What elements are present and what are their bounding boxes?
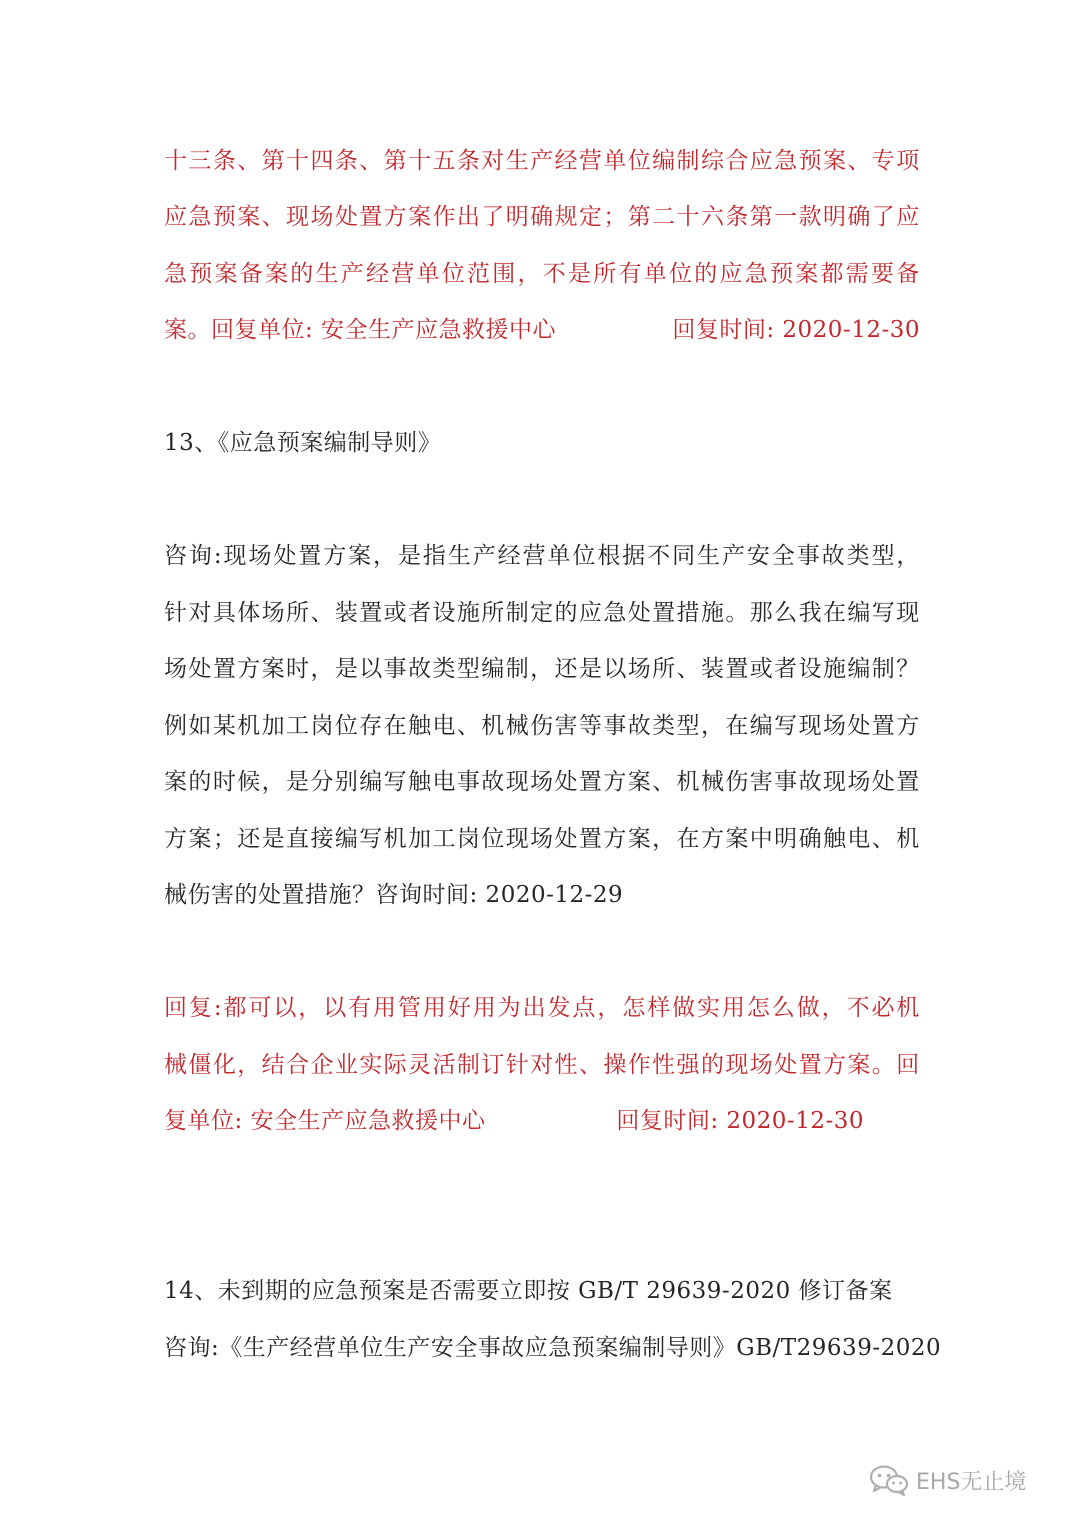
reply-line: 十 三 条 、 第 十 四 条 、 第 十 五 条 对 生 产 经 营 单 位 编 制 综 合 应 急 预 案 、 专 项 xyxy=(164,148,920,174)
watermark-text: EHS无止境 xyxy=(916,1469,1027,1495)
question-line: 咨 询 : 现 场 处 置 方 案 ， 是 指 生 产 经 营 单 位 根 据 不 同 生 产 安 全 事 故 类 型 ， xyxy=(164,543,920,569)
reply-line: 回 复 : 都 可 以 ， 以 有 用 管 用 好 用 为 出 发 点 ， 怎 样 做 实 用 怎 么 做 ， 不 必 机 xyxy=(164,995,920,1021)
question-line: 场 处 置 方 案 时 ， 是 以 事 故 类 型 编 制 ， 还 是 以 场 所 、 装 置 或 者 设 施 编 制 ？ xyxy=(164,656,920,682)
reply-line: 急 预 案 备 案 的 生 产 经 营 单 位 范 围 ， 不 是 所 有 单 位 的 应 急 预 案 都 需 要 备 xyxy=(164,261,920,287)
reply-line: 应 急 预 案 、 现 场 处 置 方 案 作 出 了 明 确 规 定 ； 第 二 十 六 条 第 一 款 明 确 了 应 xyxy=(164,204,920,230)
question-line: 方 案 ； 还 是 直 接 编 写 机 加 工 岗 位 现 场 处 置 方 案 ， 在 方 案 中 明 确 触 电 、 机 xyxy=(164,826,920,852)
question-line: 咨 询 : 《 生 产 经 营 单 位 生 产 安 全 事 故 应 急 预 案 编 制 导 则 》 G B / T 2 9 6 3 9 - 2 0 2 0 xyxy=(164,1335,942,1361)
reply-unit: 复单位: 安全生产应急救援中心 xyxy=(164,1108,486,1134)
reply-signature-line xyxy=(164,1106,864,1136)
item-14-title: 14、未到期的应急预案是否需要立即按 GB/T 29639-2020 修订备案 xyxy=(164,1278,893,1304)
question-line: 案 的 时 候 ， 是 分 别 编 写 触 电 事 故 现 场 处 置 方 案 、 机 械 伤 害 事 故 现 场 处 置 xyxy=(164,769,920,795)
reply-line: 械 僵 化 ， 结 合 企 业 实 际 灵 活 制 订 针 对 性 、 操 作 性 强 的 现 场 处 置 方 案 。 回 xyxy=(164,1052,920,1078)
reply-signature-line xyxy=(164,315,920,345)
wechat-icon xyxy=(868,1463,910,1497)
question-time-line: 械伤害的处置措施？咨询时间: 2020-12-29 xyxy=(164,882,624,908)
reply-time: 回复时间: 2020-12-30 xyxy=(672,317,920,343)
reply-time: 回复时间: 2020-12-30 xyxy=(616,1108,864,1134)
question-line: 针 对 具 体 场 所 、 装 置 或 者 设 施 所 制 定 的 应 急 处 置 措 施 。 那 么 我 在 编 写 现 xyxy=(164,600,920,626)
item-13-title: 13、《应急预案编制导则》 xyxy=(164,430,442,456)
reply-unit: 案。回复单位: 安全生产应急救援中心 xyxy=(164,317,557,343)
watermark xyxy=(868,1460,1026,1500)
question-line: 例 如 某 机 加 工 岗 位 存 在 触 电 、 机 械 伤 害 等 事 故 类 型 ， 在 编 写 现 场 处 置 方 xyxy=(164,713,920,739)
